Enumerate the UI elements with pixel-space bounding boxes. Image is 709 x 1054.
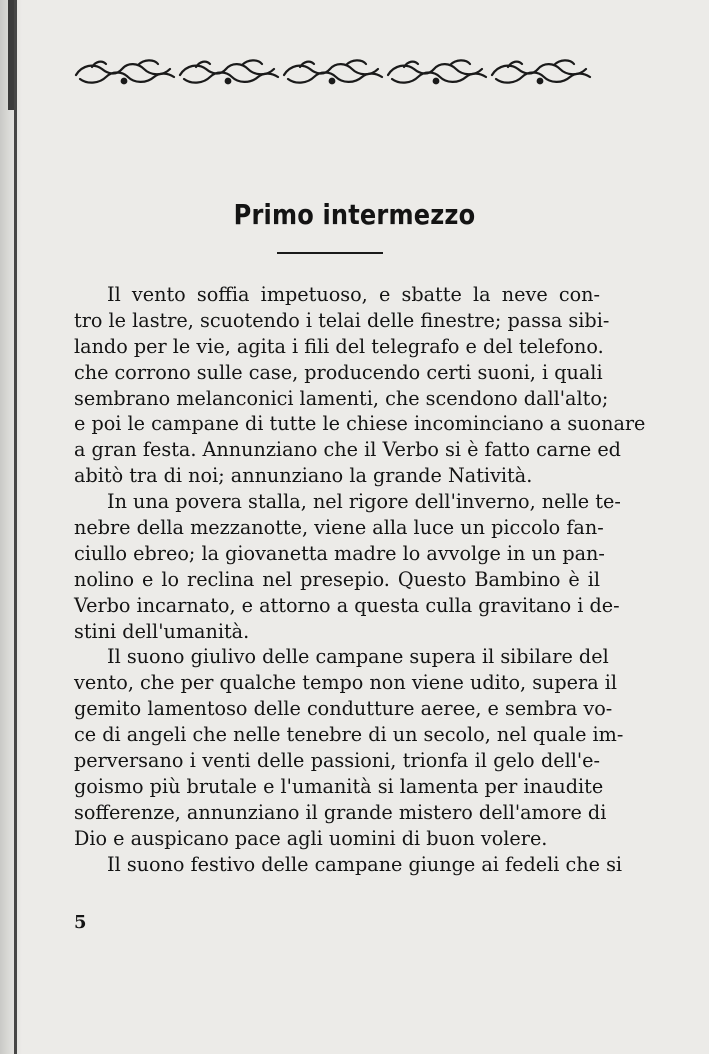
book-spine-shadow <box>0 0 22 1054</box>
text-line: Il vento soffia impetuoso, e sbatte la neve con- <box>107 283 600 306</box>
chapter-title: Primo intermezzo <box>233 198 476 231</box>
text-line: Il suono giulivo delle campane supera il sibilare del <box>107 645 609 669</box>
text-line: ciullo ebreo; la giovanetta madre lo avvolge in un pan- <box>74 541 605 565</box>
text-line: nolino e lo reclina nel presepio. Questo Bambino è il <box>74 567 600 591</box>
text-line: perversano i venti delle passioni, trionfa il gelo dell'e- <box>74 749 600 773</box>
text-line: che corrono sulle case, producendo certi suoni, i quali <box>74 360 603 384</box>
text-line: Il suono festivo delle campane giunge ai fedeli che si <box>107 852 623 876</box>
body-text <box>74 282 646 877</box>
spine-edge-line <box>14 0 17 1054</box>
text-line: a gran festa. Annunziano che il Verbo si è fatto carne ed <box>74 438 621 462</box>
title-underline-rule <box>277 252 383 254</box>
text-line: sembrano melanconici lamenti, che scendono dall'alto; <box>74 386 609 410</box>
page-number: 5 <box>74 912 87 933</box>
text-line: Dio e auspicano pace agli uomini di buon volere. <box>74 826 548 850</box>
text-line: gemito lamentoso delle condutture aeree, e sembra vo- <box>74 697 613 721</box>
text-line: sofferenze, annunziano il grande mistero dell'amore di <box>74 800 607 824</box>
text-line: ce di angeli che nelle tenebre di un secolo, nel quale im- <box>74 723 624 747</box>
text-line: lando per le vie, agita i fili del telegrafo e del telefono. <box>74 334 604 358</box>
text-line: goismo più brutale e l'umanità si lamenta per inaudite <box>74 774 604 798</box>
text-line: stini dell'umanità. <box>74 619 250 643</box>
spine-edge-dark <box>8 0 14 110</box>
decorative-header-ornament <box>72 55 592 89</box>
text-line: tro le lastre, scuotendo i telai delle finestre; passa sibi- <box>74 308 610 332</box>
text-line: In una povera stalla, nel rigore dell'inverno, nelle te- <box>107 490 621 514</box>
text-line: vento, che per qualche tempo non viene udito, supera il <box>74 671 618 695</box>
text-line: abitò tra di noi; annunziano la grande Natività. <box>74 464 533 488</box>
text-line: e poi le campane di tutte le chiese incominciano a suonare <box>74 412 646 436</box>
text-line: nebre della mezzanotte, viene alla luce un piccolo fan- <box>74 516 604 540</box>
text-line: Verbo incarnato, e attorno a questa culla gravitano i de- <box>74 593 620 617</box>
